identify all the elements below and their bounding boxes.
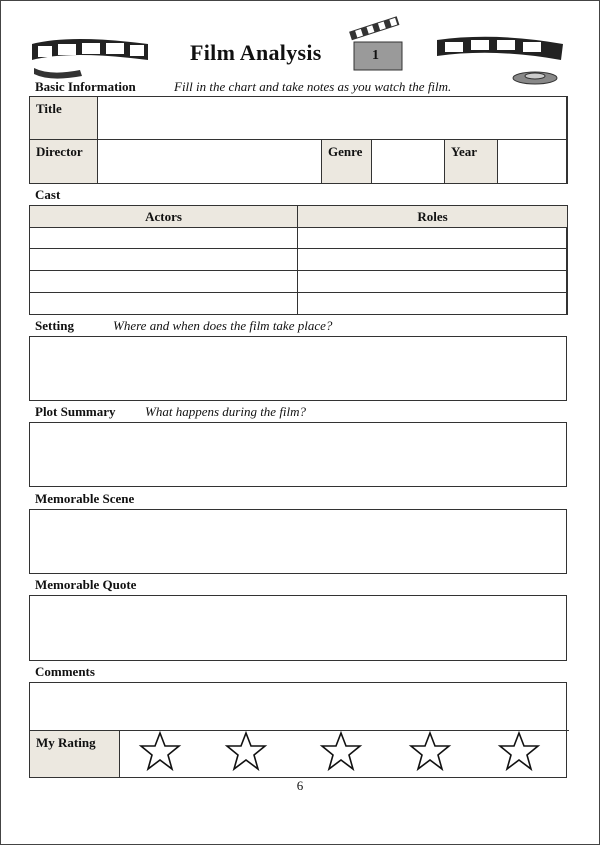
cast-heading: Cast — [35, 187, 61, 202]
film-strip-right-icon — [435, 30, 565, 86]
quote-heading: Memorable Quote — [35, 577, 137, 592]
plot-box[interactable] — [29, 422, 567, 487]
rating-star-2-icon[interactable] — [226, 731, 266, 771]
cast-actor-cell[interactable] — [29, 227, 298, 249]
page-title: Film Analysis — [190, 40, 322, 65]
clapper-number: 1 — [372, 48, 379, 63]
basic-info-heading: Basic Information — [35, 79, 136, 94]
rating-star-5-icon[interactable] — [499, 731, 539, 771]
rating-star-1-icon[interactable] — [140, 731, 180, 771]
plot-heading: Plot Summary — [35, 404, 116, 419]
rating-label: My Rating — [36, 735, 96, 750]
director-field[interactable] — [97, 139, 322, 184]
cast-header-actors: Actors — [29, 205, 298, 228]
quote-box[interactable] — [29, 595, 567, 661]
cast-role-cell[interactable] — [297, 248, 568, 271]
cast-role-cell[interactable] — [297, 227, 568, 249]
basic-info-instruction: Fill in the chart and take notes as you watch the film. — [174, 79, 452, 94]
film-strip-left-icon — [30, 30, 150, 78]
genre-label: Genre — [328, 144, 363, 159]
cast-role-cell[interactable] — [297, 292, 568, 315]
rating-star-4-icon[interactable] — [410, 731, 450, 771]
cast-header-roles: Roles — [297, 205, 568, 228]
genre-field[interactable] — [371, 139, 445, 184]
basic-info-table — [29, 96, 567, 184]
clapperboard-icon — [348, 20, 408, 72]
setting-box[interactable] — [29, 336, 567, 401]
rating-label-cell — [29, 730, 120, 778]
comments-field[interactable] — [29, 682, 569, 731]
year-label-cell — [444, 139, 498, 184]
plot-prompt: What happens during the film? — [145, 404, 307, 419]
cast-actor-cell[interactable] — [29, 270, 298, 293]
cast-role-cell[interactable] — [297, 270, 568, 293]
year-label: Year — [451, 144, 477, 159]
scene-box[interactable] — [29, 509, 567, 574]
year-field[interactable] — [497, 139, 568, 184]
genre-label-cell — [321, 139, 372, 184]
comments-rating-box — [29, 682, 567, 778]
director-label-cell — [29, 139, 98, 184]
rating-star-3-icon[interactable] — [321, 731, 361, 771]
title-label: Title — [36, 101, 62, 116]
cast-actor-cell[interactable] — [29, 248, 298, 271]
director-label: Director — [36, 144, 83, 159]
cast-table — [29, 205, 567, 315]
setting-prompt: Where and when does the film take place? — [113, 318, 333, 333]
title-field[interactable] — [97, 96, 568, 140]
setting-heading: Setting — [35, 318, 74, 333]
comments-heading: Comments — [35, 664, 95, 679]
scene-heading: Memorable Scene — [35, 491, 135, 506]
cast-actor-cell[interactable] — [29, 292, 298, 315]
page-number: 6 — [296, 778, 304, 793]
title-label-cell — [29, 96, 98, 140]
